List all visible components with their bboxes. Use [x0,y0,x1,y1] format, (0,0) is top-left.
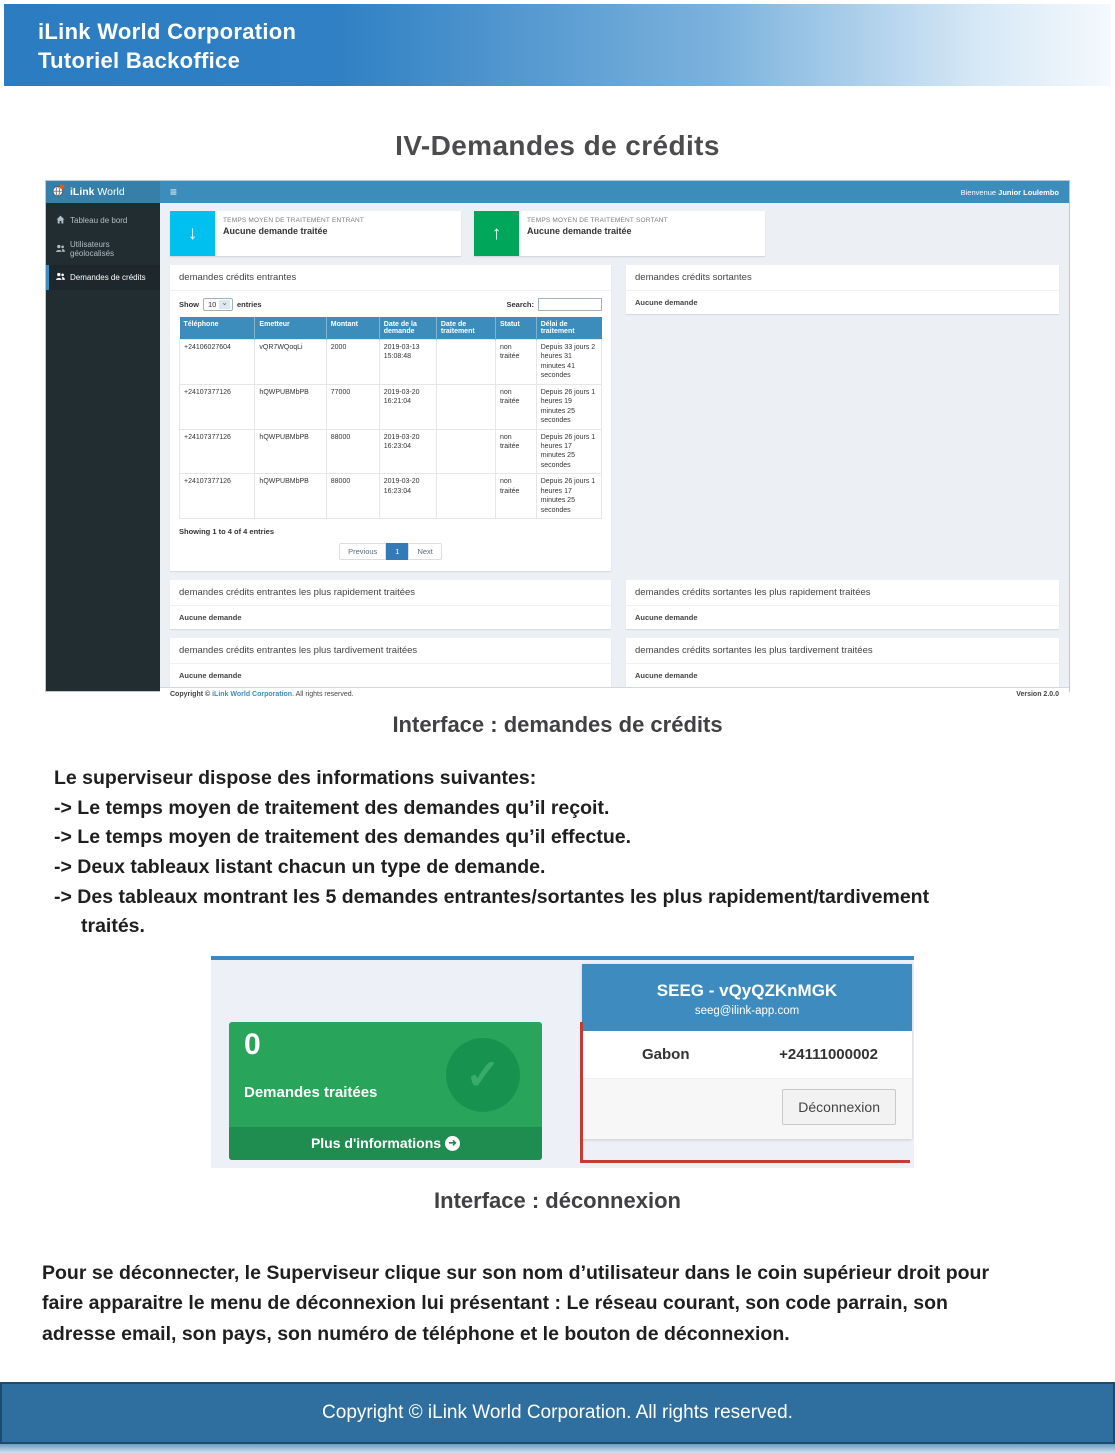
user-menu-toggle[interactable]: Bienvenue Junior Loulembo [960,187,1059,197]
panel-title: demandes crédits sortantes les plus rapidement traitées [626,580,1059,606]
user-email: seeg@ilink-app.com [694,1004,800,1017]
app-copyright: Copyright © iLink World Corporation. All rights reserved. [170,691,354,698]
show-label: Show [179,300,199,309]
footer-copyright: Copyright © iLink World Corporation. All rights reserved. [322,1401,793,1423]
top-navbar [46,181,1069,203]
search-input[interactable] [538,298,602,311]
company-name: iLink World Corporation [38,19,297,44]
user-country: Gabon [642,1045,690,1063]
infobox-value: Aucune demande traitée [223,226,328,236]
sidebar-item-dashboard[interactable] [46,208,160,233]
panel-outgoing-slowest [626,638,1059,687]
footer-gradient [0,1444,1115,1453]
logout-button[interactable]: Déconnexion [782,1089,896,1125]
table-row: +24107377126 hQWPUBMbPB 88000 2019-03-20 16:23:04 non traitée Depuis 26 jours 1 heures 17 minutes 25 secondes [180,474,602,519]
bullet-item: -> Des tableaux montrant les 5 demandes entrantes/sortantes les plus rapidement/tardivement traités. [54,885,930,938]
processed-requests-card [229,1022,542,1160]
arrow-down-icon: ↓ [170,211,215,256]
bullet-item: -> Le temps moyen de traitement des demandes qu’il reçoit. [54,796,610,819]
more-info-link[interactable]: Plus d'informations ➜ [229,1127,542,1160]
main-content [160,203,1069,698]
hamburger-icon[interactable]: ≡ [170,185,178,199]
table-controls [170,291,611,317]
panels-row [170,265,1059,571]
column-header[interactable]: Statut [495,317,536,340]
table-summary: Showing 1 to 4 of 4 entries [179,527,275,536]
users-icon [56,272,65,283]
figure-caption-credits: Interface : demandes de crédits [392,712,723,737]
brand-text: iLink World [70,186,125,198]
sidebar-item-label: Demandes de crédits [70,273,146,282]
infobox-label: TEMPS MOYEN DE TRAITEMENT ENTRANT [223,217,365,224]
section-title: IV-Demandes de crédits [395,130,720,161]
infobox-label: TEMPS MOYEN DE TRAITEMENT SORTANT [527,217,668,224]
empty-message: Aucune demande [635,298,698,307]
table-row: +24107377126 hQWPUBMbPB 88000 2019-03-20 16:23:04 non traitée Depuis 26 jours 1 heures 17 minutes 25 secondes [180,429,602,474]
processed-label: Demandes traitées [244,1084,378,1102]
sidebar-item-geo-users[interactable] [46,233,160,265]
infobox-outgoing [474,211,765,256]
panel-incoming-fastest [170,580,611,629]
globe-logo-icon [52,184,65,200]
user-dropdown-menu [582,964,912,1139]
panel-title: demandes crédits entrantes [170,265,611,291]
panel-title: demandes crédits sortantes [626,265,1059,291]
home-icon [56,215,65,226]
column-header[interactable]: Délai de traitement [536,317,601,340]
app-footer [160,687,1069,701]
navbar-bar [160,181,1069,203]
bullet-item: -> Le temps moyen de traitement des demandes qu’il effectue. [54,826,632,849]
app-version: Version 2.0.0 [1016,691,1059,698]
infobox-row [170,211,1059,256]
sidebar-item-label: Tableau de bord [70,216,128,225]
user-phone: +24111000002 [779,1045,878,1063]
panel-title: demandes crédits entrantes les plus rapidement traitées [170,580,611,606]
panel-title: demandes crédits entrantes les plus tardivement traitées [170,638,611,664]
infobox-incoming [170,211,461,256]
panel-outgoing-requests [626,265,1059,314]
search-label: Search: [506,300,534,309]
sidebar-item-label: Utilisateurs géolocalisés [70,240,115,258]
bullet-item: -> Deux tableaux listant chacun un type de demande. [54,855,546,878]
panel-incoming-requests [170,265,611,571]
arrow-up-icon: ↑ [474,211,519,256]
empty-message: Aucune demande [635,671,698,680]
arrow-circle-icon: ➜ [445,1136,460,1151]
backoffice-body [46,203,1069,698]
panel-title: demandes crédits sortantes les plus tardivement traitées [626,638,1059,664]
current-page-button[interactable]: 1 [386,543,408,560]
sidebar [46,203,160,691]
corporation-link[interactable]: iLink World Corporation [212,691,293,698]
pagination [170,538,611,571]
table-row: +24106027604 vQR7WQoqLi 2000 2019-03-13 15:08:48 non traitée Depuis 33 jours 2 heures 31 minutes 41 secondes [180,340,602,385]
entries-label: entries [237,300,262,309]
credit-requests-table [179,317,602,519]
infobox-value: Aucune demande traitée [527,226,632,236]
empty-message: Aucune demande [179,671,242,680]
backoffice-screenshot [45,180,1070,698]
figure-caption-logout: Interface : déconnexion [434,1187,681,1213]
document-subtitle: Tutoriel Backoffice [38,48,241,73]
page-length-select[interactable]: 10 ⌄ [203,298,233,311]
panel-incoming-slowest [170,638,611,687]
intro-line: Le superviseur dispose des informations suivantes: [54,767,537,789]
logout-screenshot [211,956,914,1168]
check-icon: ✓ [446,1038,520,1112]
document-header [4,4,1111,86]
bottom-panels [170,580,1059,687]
app-brand[interactable] [46,181,160,203]
column-header[interactable]: Date de la demande [379,317,436,340]
panel-outgoing-fastest [626,580,1059,629]
table-header-row [180,317,602,340]
document-footer [0,1382,1115,1444]
column-header[interactable]: Montant [326,317,379,340]
user-dropdown-header [582,964,912,1031]
empty-message: Aucune demande [179,613,242,622]
chevron-down-icon: ⌄ [221,298,228,307]
previous-page-button[interactable]: Previous [339,543,386,560]
column-header[interactable]: Emetteur [255,317,326,340]
network-and-code: SEEG - vQyQZKnMGK [656,980,838,1000]
empty-message: Aucune demande [635,613,698,622]
table-row: +24107377126 hQWPUBMbPB 77000 2019-03-20 16:21:04 non traitée Depuis 26 jours 1 heures 19 minutes 25 secondes [180,384,602,429]
column-header[interactable]: Téléphone [180,317,255,340]
closing-paragraph: Pour se déconnecter, le Superviseur clique sur son nom d’utilisateur dans le coin supérieur droit pour faire apparaitre le menu de déconnexion lui présentant : Le réseau courant, son code parrain, son adresse email, son pays, son numéro de téléphone et le bouton de déconnexion. [42,1261,990,1345]
column-header[interactable]: Date de traitement [436,317,495,340]
user-dropdown-body [582,1031,912,1079]
users-icon [56,244,65,255]
next-page-button[interactable]: Next [408,543,441,560]
processed-count: 0 [244,1027,261,1061]
sidebar-item-credit-requests[interactable] [46,265,160,290]
user-dropdown-footer [582,1079,912,1139]
body-text [54,764,974,942]
